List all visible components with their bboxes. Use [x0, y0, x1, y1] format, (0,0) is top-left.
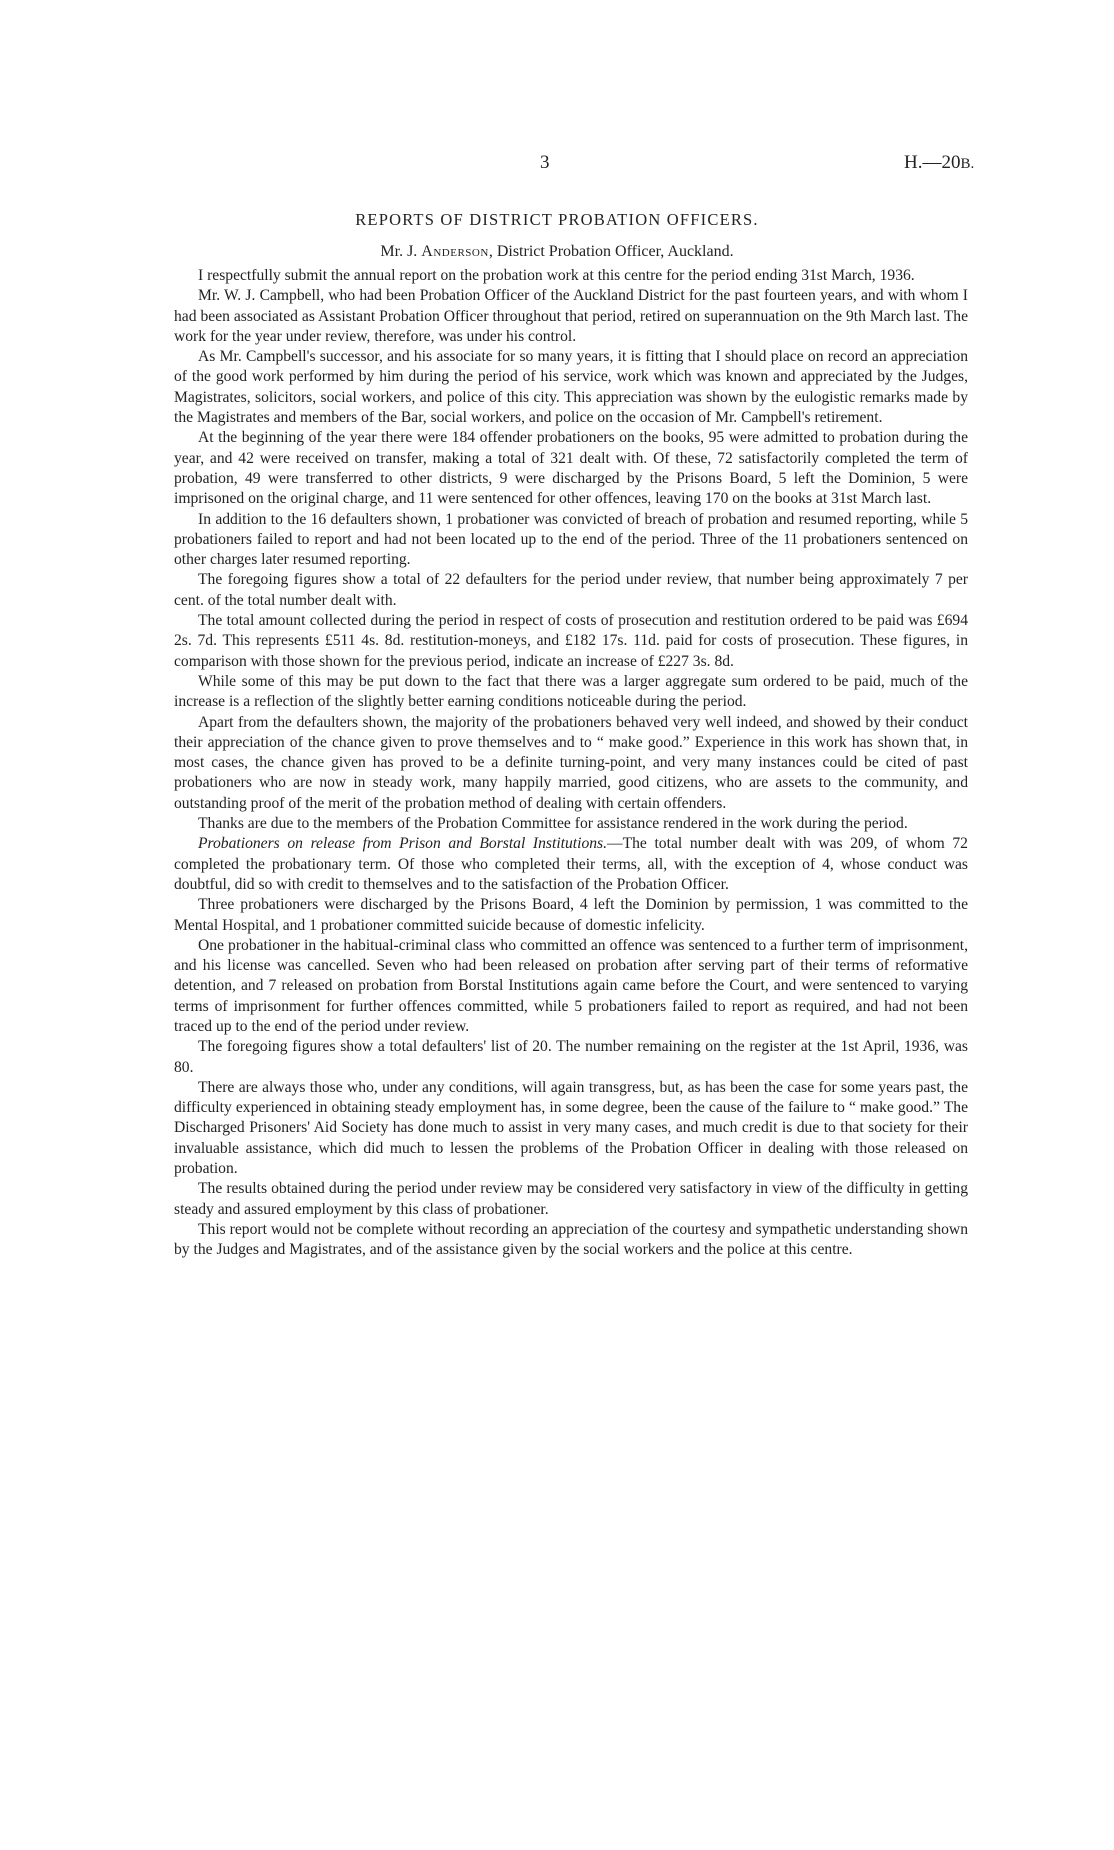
page-header [0, 152, 1114, 176]
paragraph-release-section [174, 834, 968, 895]
paragraph-earning-conditions: While some of this may be put down to the fact that there was a larger aggregate sum ordered to be paid, much of the increase is a reflection of the slightly better earning conditions noticeable during the period. [174, 672, 968, 711]
section-text: The total number dealt with was 209, of whom 72 completed the probationary term. Of those who completed their terms, all, with the exception of 4, whose conduct was doubtful, did so with credit to themselves and to the satisfaction of the Probation Officer. [174, 835, 968, 893]
page-number: 3 [540, 152, 550, 173]
officer-prefix: Mr. J. [380, 243, 422, 260]
document-reference-suffix: B. [960, 156, 975, 172]
section-dash: — [607, 835, 623, 853]
report-title: REPORTS OF DISTRICT PROBATION OFFICERS. [355, 210, 759, 229]
paragraph-conduct: Apart from the defaulters shown, the majority of the probationers behaved very well indeed, and showed by their conduct their appreciation of the chance given to prove themselves and to “ make good.” Experience in this work has shown that, in most cases, the chance given has proved to be a definite turning-point, and very many instances could be cited of past probationers who are now in steady work, many happily married, good citizens, who are assets to the community, and outstanding proof of the merit of the probation method of dealing with certain offenders. [174, 713, 968, 812]
report-body [174, 266, 968, 1261]
paragraph-results: The results obtained during the period under review may be considered very satisfactory in view of the difficulty in getting steady and assured employment by this class of probationer. [174, 1180, 968, 1218]
paragraph-discharges: Three probationers were discharged by the Prisons Board, 4 left the Dominion by permission, 1 was committed to the Mental Hospital, and 1 probationer committed suicide because of domestic infelicity. [174, 896, 968, 934]
paragraph-appreciation: As Mr. Campbell's successor, and his associate for so many years, it is fitting that I should place on record an appreciation of the good work performed by him during the period of his service, work which was known and appreciated by the Judges, Magistrates, solicitors, social workers, and police of this city. This appreciation was shown by the eulogistic remarks made by the Magistrates and members of the Bar, social workers, and police on the occasion of Mr. Campbell's retirement. [174, 348, 968, 427]
officer-surname: Anderson [421, 243, 489, 260]
paragraph-reoffences: One probationer in the habitual-criminal class who committed an offence was sentenced to a further term of imprisonment, and his license was cancelled. Seven who had been released on probation after serving part of their terms of reformative detention, and 7 released on probation from Borstal Institutions again came before the Court, and were sentenced to varying terms of imprisonment for further offences committed, while 5 probationers failed to report as required, and had not been traced up to the end of the period under review. [174, 936, 968, 1035]
paragraph-employment: There are always those who, under any conditions, will again transgress, but, as has been the case for some years past, the difficulty experienced in obtaining steady employment has, in some degree, been the cause of the failure to “ make good.” The Discharged Prisoners' Aid Society has done much to assist in very many cases, and much credit is due to that society for their invaluable assistance, which did much to lessen the problems of the Probation Officer in dealing with those released on probation. [174, 1078, 968, 1178]
paragraph-defaulter-total: The foregoing figures show a total of 22 defaulters for the period under review, that number being approximately 7 per cent. of the total number dealt with. [174, 571, 968, 609]
officer-role: , District Probation Officer, Auckland. [488, 243, 734, 260]
paragraph-defaulters: In addition to the 16 defaulters shown, 1 probationer was convicted of breach of probation and resumed reporting, while 5 probationers failed to report and had not been located up to the end of the period. Three of the 11 probationers sentenced on other charges later resumed reporting. [174, 510, 968, 569]
paragraph-register: The foregoing figures show a total defaulters' list of 20. The number remaining on the register at the 1st April, 1936, was 80. [174, 1038, 968, 1076]
paragraph-amount-collected: The total amount collected during the period in respect of costs of prosecution and restitution ordered to be paid was £694 2s. 7d. This represents £511 4s. 8d. restitution-moneys, and £182 17s. 11d. paid for costs of prosecution. These figures, in comparison with those shown for the previous period, indicate an increase of £227 3s. 8d. [174, 612, 968, 670]
paragraph-closing: This report would not be complete without recording an appreciation of the courtesy and sympathetic understanding shown by the Judges and Magistrates, and of the assistance given by the social workers and the police at this centre. [174, 1220, 968, 1259]
paragraph-intro: I respectfully submit the annual report on the probation work at this centre for the period ending 31st March, 1936. [198, 267, 915, 284]
paragraph-campbell-retirement: Mr. W. J. Campbell, who had been Probation Officer of the Auckland District for the past fourteen years, and with whom I had been associated as Assistant Probation Officer throughout that period, retired on superannuation on the 9th March last. The work for the year under review, therefore, was under his control. [174, 287, 968, 345]
paragraph-offender-statistics: At the beginning of the year there were 184 offender probationers on the books, 95 were admitted to probation during the year, and 42 were received on transfer, making a total of 321 dealt with. Of these, 72 satisfactorily completed the term of probation, 49 were transferred to other districts, 9 were discharged by the Prisons Board, 5 left the Dominion, 5 were imprisoned on the original charge, and 11 were sentenced for other offences, leaving 170 on the books at 31st March last. [174, 429, 968, 508]
section-heading: Probationers on release from Prison and Borstal Institutions. [198, 835, 608, 853]
officer-byline [0, 243, 1114, 261]
paragraph-thanks: Thanks are due to the members of the Probation Committee for assistance rendered in the work during the period. [198, 815, 908, 833]
document-reference [904, 152, 974, 174]
document-reference-main: H.—20 [904, 152, 961, 173]
